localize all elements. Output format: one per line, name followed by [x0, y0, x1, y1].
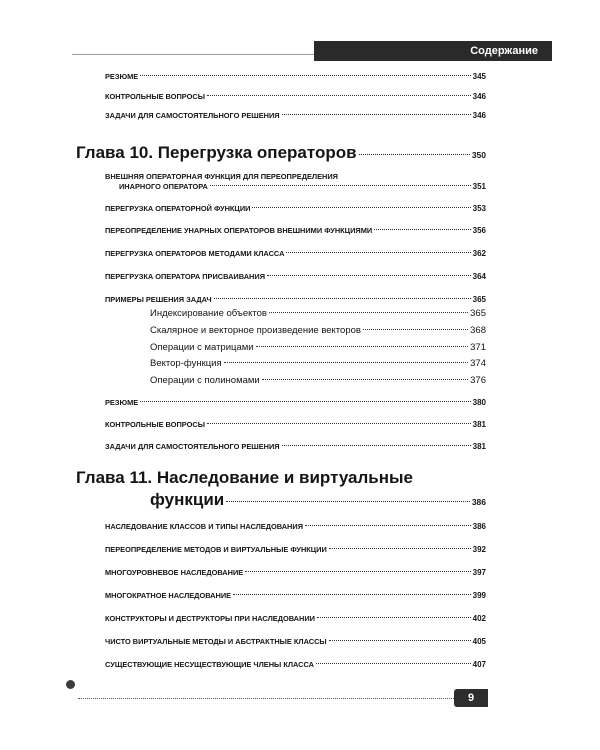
toc-entry[interactable] — [105, 226, 486, 235]
toc-subentry-title: Операции с полиномами — [150, 375, 260, 386]
toc-entry-title-line2: ИНАРНОГО ОПЕРАТОРА — [119, 182, 208, 191]
leader-dots — [282, 445, 471, 446]
chapter-title-line1: Глава 11. Наследование и виртуальные — [76, 468, 413, 487]
toc-entry-page: 407 — [472, 660, 486, 669]
toc-entry[interactable] — [105, 92, 486, 101]
toc-entry[interactable] — [105, 72, 486, 81]
toc-entry[interactable] — [105, 442, 486, 451]
toc-subentry-title: Скалярное и векторное произведение векторов — [150, 325, 361, 336]
leader-dots — [305, 525, 471, 526]
toc-entry-line2 — [105, 182, 486, 192]
toc-entry-title: МНОГОКРАТНОЕ НАСЛЕДОВАНИЕ — [105, 591, 232, 600]
toc-subentry-page: 374 — [470, 358, 486, 369]
toc-entry-title: ПЕРЕГРУЗКА ОПЕРАТОРА ПРИСВАИВАНИЯ — [105, 272, 266, 281]
leader-dots — [363, 329, 468, 330]
toc-entry-page: 381 — [472, 442, 486, 451]
header-rule — [72, 54, 314, 55]
leader-dots — [262, 379, 468, 380]
leader-dots — [282, 114, 471, 115]
toc-entry-title: КОНТРОЛЬНЫЕ ВОПРОСЫ — [105, 420, 205, 429]
leader-dots — [329, 640, 471, 641]
toc-entry[interactable] — [105, 111, 486, 120]
toc-subentry[interactable] — [150, 308, 486, 319]
toc-entry[interactable] — [105, 272, 486, 281]
leader-dots — [224, 362, 469, 363]
footer-bullet-icon — [66, 680, 75, 689]
leader-dots — [316, 663, 471, 664]
toc-entry[interactable] — [105, 420, 486, 429]
leader-dots — [329, 548, 471, 549]
toc-entry[interactable] — [105, 522, 486, 531]
toc-entry-title: СУЩЕСТВУЮЩИЕ НЕСУЩЕСТВУЮЩИЕ ЧЛЕНЫ КЛАССА — [105, 660, 315, 669]
toc-entry-page: 346 — [472, 92, 486, 101]
toc-subentry-title: Операции с матрицами — [150, 342, 254, 353]
leader-dots — [256, 346, 469, 347]
toc-entry-page: 392 — [472, 545, 486, 554]
toc-entry-title: ЧИСТО ВИРТУАЛЬНЫЕ МЕТОДЫ И АБСТРАКТНЫЕ КЛАССЫ — [105, 637, 327, 646]
toc-entry[interactable] — [105, 591, 486, 600]
toc-entry-page: 380 — [472, 398, 486, 407]
leader-dots — [359, 154, 470, 155]
leader-dots — [269, 312, 468, 313]
footer-rule — [78, 698, 454, 699]
toc-entry-page: 381 — [472, 420, 486, 429]
toc-subentry[interactable] — [150, 375, 486, 386]
leader-dots — [374, 229, 470, 230]
toc-entry-title: МНОГОУРОВНЕВОЕ НАСЛЕДОВАНИЕ — [105, 568, 244, 577]
toc-entry-title: КОНТРОЛЬНЫЕ ВОПРОСЫ — [105, 92, 205, 101]
toc-entry[interactable] — [105, 545, 486, 554]
toc-entry-page: 399 — [472, 591, 486, 600]
toc-subentry[interactable] — [150, 342, 486, 353]
running-header-title: Содержание — [470, 45, 538, 57]
toc-entry-page: 346 — [472, 111, 486, 120]
leader-dots — [210, 185, 471, 186]
toc-entry[interactable] — [105, 249, 486, 258]
toc-entry-multiline[interactable] — [105, 172, 486, 192]
toc-entry-title: ЗАДАЧИ ДЛЯ САМОСТОЯТЕЛЬНОГО РЕШЕНИЯ — [105, 111, 280, 120]
toc-entry-title-line1: ВНЕШНЯЯ ОПЕРАТОРНАЯ ФУНКЦИЯ ДЛЯ ПЕРЕОПРЕДЕЛЕНИЯ — [105, 172, 338, 181]
leader-dots — [214, 298, 471, 299]
leader-dots — [233, 594, 471, 595]
toc-entry-page: 345 — [472, 72, 486, 81]
toc-entry-title: ЗАДАЧИ ДЛЯ САМОСТОЯТЕЛЬНОГО РЕШЕНИЯ — [105, 442, 280, 451]
toc-entry[interactable] — [105, 204, 486, 213]
running-header — [314, 41, 552, 61]
leader-dots — [207, 423, 471, 424]
toc-subentry-title: Индексирование объектов — [150, 308, 267, 319]
toc-entry[interactable] — [105, 568, 486, 577]
toc-subentry[interactable] — [150, 325, 486, 336]
chapter-page: 350 — [471, 150, 486, 160]
leader-dots — [140, 75, 470, 76]
leader-dots — [226, 501, 470, 502]
chapter-title: Глава 10. Перегрузка операторов — [76, 143, 357, 162]
chapter-title-line2: функции — [150, 490, 225, 509]
toc-entry[interactable] — [105, 398, 486, 407]
leader-dots — [207, 95, 471, 96]
toc-entry-title: НАСЛЕДОВАНИЕ КЛАССОВ И ТИПЫ НАСЛЕДОВАНИЯ — [105, 522, 304, 531]
toc-subentry[interactable] — [150, 358, 486, 369]
toc-entry-page: 405 — [472, 637, 486, 646]
leader-dots — [140, 401, 470, 402]
leader-dots — [252, 207, 470, 208]
toc-entry-page: 397 — [472, 568, 486, 577]
chapter-11-heading-line2[interactable] — [150, 490, 486, 510]
toc-entry[interactable] — [105, 295, 486, 304]
toc-entry[interactable] — [105, 660, 486, 669]
toc-subentry-page: 365 — [470, 308, 486, 319]
page-number: 9 — [467, 692, 475, 704]
toc-entry-page: 386 — [472, 522, 486, 531]
toc-entry-page: 351 — [472, 182, 486, 191]
toc-entry-title: ПЕРЕОПРЕДЕЛЕНИЕ УНАРНЫХ ОПЕРАТОРОВ ВНЕШНИМИ ФУНКЦИЯМИ — [105, 226, 373, 235]
chapter-10-heading[interactable] — [76, 143, 486, 163]
toc-entry-title: РЕЗЮМЕ — [105, 72, 139, 81]
toc-subentry-title: Вектор-функция — [150, 358, 222, 369]
leader-dots — [245, 571, 470, 572]
toc-entry-title: ПРИМЕРЫ РЕШЕНИЯ ЗАДАЧ — [105, 295, 212, 304]
toc-entry-page: 365 — [472, 295, 486, 304]
leader-dots — [286, 252, 470, 253]
toc-entry-page: 356 — [472, 226, 486, 235]
toc-entry-page: 402 — [472, 614, 486, 623]
toc-entry-page: 353 — [472, 204, 486, 213]
toc-entry[interactable] — [105, 637, 486, 646]
leader-dots — [317, 617, 471, 618]
toc-subentry-page: 376 — [470, 375, 486, 386]
toc-entry-title: ПЕРЕГРУЗКА ОПЕРАТОРНОЙ ФУНКЦИИ — [105, 204, 251, 213]
toc-entry-title: РЕЗЮМЕ — [105, 398, 139, 407]
toc-entry-title: КОНСТРУКТОРЫ И ДЕСТРУКТОРЫ ПРИ НАСЛЕДОВАНИИ — [105, 614, 315, 623]
toc-subentry-page: 371 — [470, 342, 486, 353]
toc-entry-title: ПЕРЕГРУЗКА ОПЕРАТОРОВ МЕТОДАМИ КЛАССА — [105, 249, 285, 258]
toc-entry-title: ПЕРЕОПРЕДЕЛЕНИЕ МЕТОДОВ И ВИРТУАЛЬНЫЕ ФУНКЦИИ — [105, 545, 327, 554]
toc-entry[interactable] — [105, 614, 486, 623]
toc-subentry-page: 368 — [470, 325, 486, 336]
chapter-11-heading-line1[interactable] — [76, 468, 413, 488]
toc-entry-page: 364 — [472, 272, 486, 281]
chapter-page: 386 — [471, 497, 486, 507]
leader-dots — [267, 275, 471, 276]
toc-entry-page: 362 — [472, 249, 486, 258]
page-number-tab — [454, 689, 488, 707]
